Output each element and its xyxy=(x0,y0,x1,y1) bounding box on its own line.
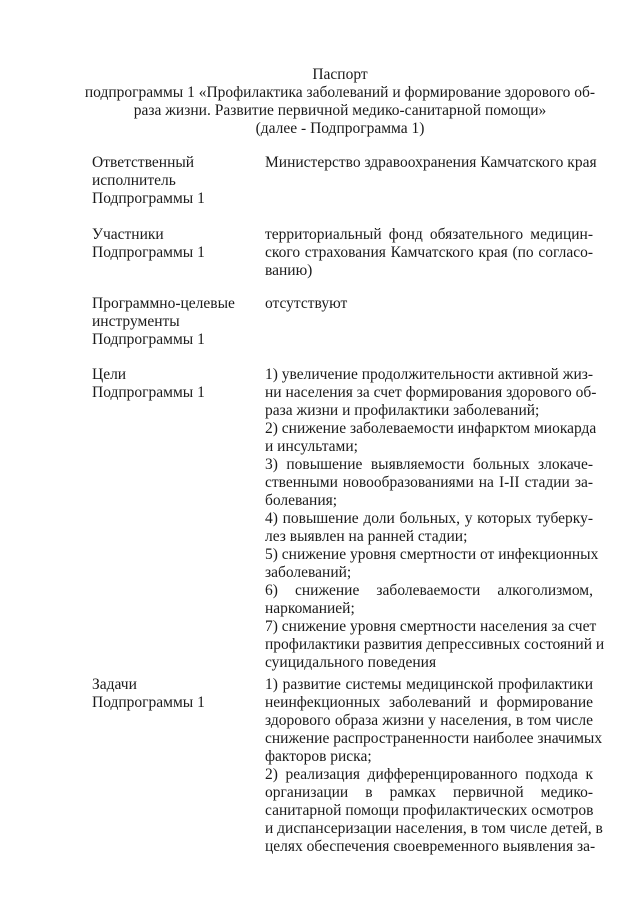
row-content: территориальный фонд обязательного медицин- ского страхования Камчатского края (по согласо- ванию) xyxy=(265,226,593,279)
row-label: Программно-целевые инструменты Подпрограммы 1 xyxy=(92,295,235,348)
row-content: Министерство здравоохранения Камчатского края xyxy=(265,154,597,171)
row-content: 1) увеличение продолжительности активной жиз- ни населения за счет формирования здорового об- раза жизни и профилактики заболеваний; 2) снижение заболеваемости инфарктом миокарда и инсультами; 3) повышение выявляемости больных злокаче- ственными новообразованиями на I-II стадии за- болевания; 4) повышение доли больных, у которых туберку- лез выявлен на ранней стадии; 5) снижение уровня смертности от инфекционных заболеваний; 6) снижение заболеваемости алкоголизмом, наркоманией; 7) снижение уровня смертности населения за счет профилактики развития депрессивных состояний и суицидального поведения xyxy=(265,366,605,671)
subtitle-line-1: подпрограммы 1 «Профилактика заболеваний и формирование здорового об- xyxy=(84,84,596,101)
passport-header xyxy=(80,66,600,138)
row-label: Ответственный исполнитель Подпрограммы 1 xyxy=(92,154,205,207)
subtitle-line-3: (далее - Подпрограмма 1) xyxy=(255,120,425,137)
document-title: Паспорт xyxy=(312,66,368,83)
row-label: Задачи Подпрограммы 1 xyxy=(92,676,205,711)
row-label: Участники Подпрограммы 1 xyxy=(92,226,205,261)
subtitle-line-2: раза жизни. Развитие первичной медико-санитарной помощи» xyxy=(133,102,547,119)
row-content: отсутствуют xyxy=(265,295,348,312)
row-label: Цели Подпрограммы 1 xyxy=(92,366,205,401)
row-content: 1) развитие системы медицинской профилактики неинфекционных заболеваний и формирование здорового образа жизни у населения, в том числе снижение распространенности наиболее значимых факторов риска; 2) реализация дифференцированного подхода к организации в рамках первичной медико- санитарной помощи профилактических осмотров и диспансеризации населения, в том числе детей, в целях обеспечения своевременного выявления за- xyxy=(265,676,603,855)
